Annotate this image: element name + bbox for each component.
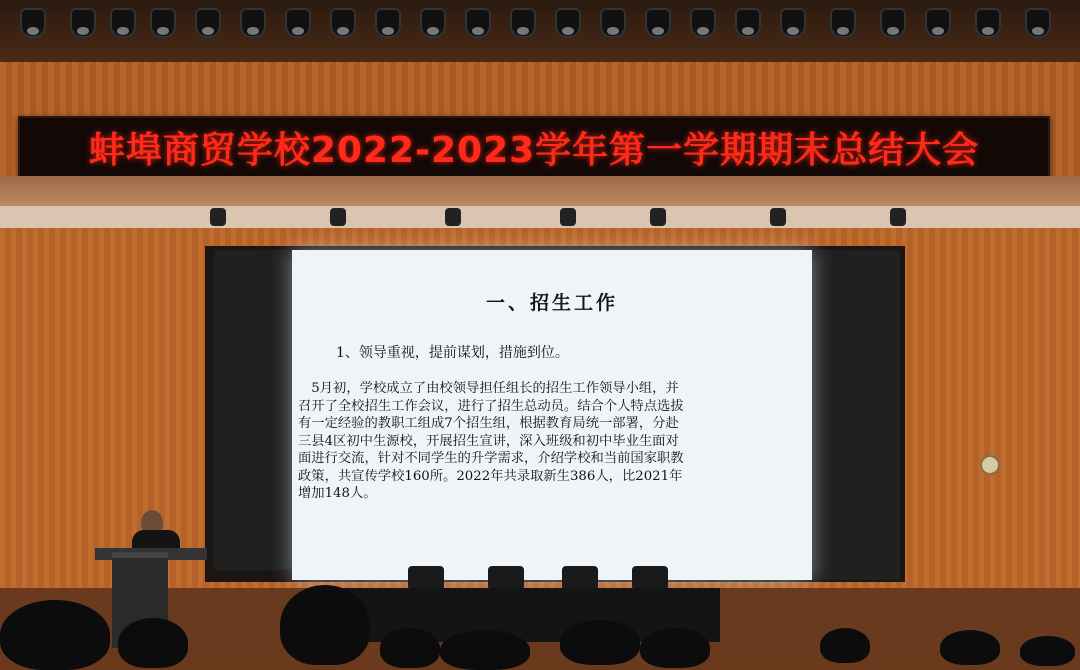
spotlight-icon: [285, 8, 311, 38]
spotlight-icon: [70, 8, 96, 38]
slide-body-line: 三县4区初中生源校，开展招生宣讲，深入班级和初中毕业生面对: [298, 433, 679, 449]
slide-body-line: 召开了全校招生工作会议，进行了招生总动员。结合个人特点选拔: [298, 398, 684, 414]
ceiling: [0, 0, 1080, 62]
spotlight-icon: [925, 8, 951, 38]
slide-body: [298, 380, 798, 503]
chair: [632, 566, 668, 590]
stage-light-icon: [560, 208, 576, 226]
banner-text: 蚌埠商贸学校2022-2023学年第一学期期末总结大会: [88, 129, 980, 171]
wall-clock-icon: [980, 455, 1000, 475]
slide-title: 一、招生工作: [485, 292, 618, 314]
spotlight-icon: [735, 8, 761, 38]
audience-head: [380, 628, 440, 668]
stage-light-icon: [650, 208, 666, 226]
screen-side-panel-right: [812, 250, 900, 580]
chair: [408, 566, 444, 590]
audience-head: [640, 628, 710, 668]
stage-light-icon: [770, 208, 786, 226]
spotlight-icon: [150, 8, 176, 38]
spotlight-icon: [195, 8, 221, 38]
spotlight-icon: [830, 8, 856, 38]
spotlight-icon: [690, 8, 716, 38]
audience-head: [820, 628, 870, 663]
stage-light-icon: [330, 208, 346, 226]
slide-body-line: 有一定经验的教职工组成7个招生组，根据教育局统一部署，分赴: [298, 416, 679, 431]
stage-light-icon: [210, 208, 226, 226]
spotlight-icon: [330, 8, 356, 38]
audience-head: [1020, 636, 1075, 666]
audience-head: [118, 618, 188, 668]
spotlight-icon: [510, 8, 536, 38]
spotlight-icon: [555, 8, 581, 38]
spotlight-icon: [600, 8, 626, 38]
slide-body-line: 5月初，学校成立了由校领导担任组长的招生工作领导小组，并: [298, 381, 679, 396]
stage-light-icon: [890, 208, 906, 226]
lighting-truss: [0, 206, 1080, 230]
led-banner: [18, 116, 1050, 178]
chair: [562, 566, 598, 590]
spotlight-icon: [420, 8, 446, 38]
audience-head: [440, 630, 530, 670]
slide-body-line: 政策，共宣传学校160所。2022年共录取新生386人，比2021年: [298, 468, 683, 484]
spotlight-icon: [465, 8, 491, 38]
spotlight-icon: [110, 8, 136, 38]
spotlight-icon: [645, 8, 671, 38]
audience-head: [280, 585, 370, 665]
screen-side-panel-left: [214, 250, 292, 570]
spotlight-icon: [880, 8, 906, 38]
spotlight-icon: [20, 8, 46, 38]
spotlight-icon: [375, 8, 401, 38]
projection-screen: [292, 250, 812, 580]
slide-body-line: 增加148人。: [298, 486, 377, 501]
spotlight-icon: [975, 8, 1001, 38]
slide-body-line: 面进行交流，针对不同学生的升学需求，介绍学校和当前国家职教: [298, 451, 684, 466]
spotlight-icon: [240, 8, 266, 38]
slide-subtitle: 1、领导重视，提前谋划，措施到位。: [336, 345, 569, 361]
spotlight-icon: [780, 8, 806, 38]
stage-light-icon: [445, 208, 461, 226]
chair: [488, 566, 524, 590]
ceiling-beam: [0, 176, 1080, 208]
audience-head: [560, 620, 640, 665]
spotlight-icon: [1025, 8, 1051, 38]
